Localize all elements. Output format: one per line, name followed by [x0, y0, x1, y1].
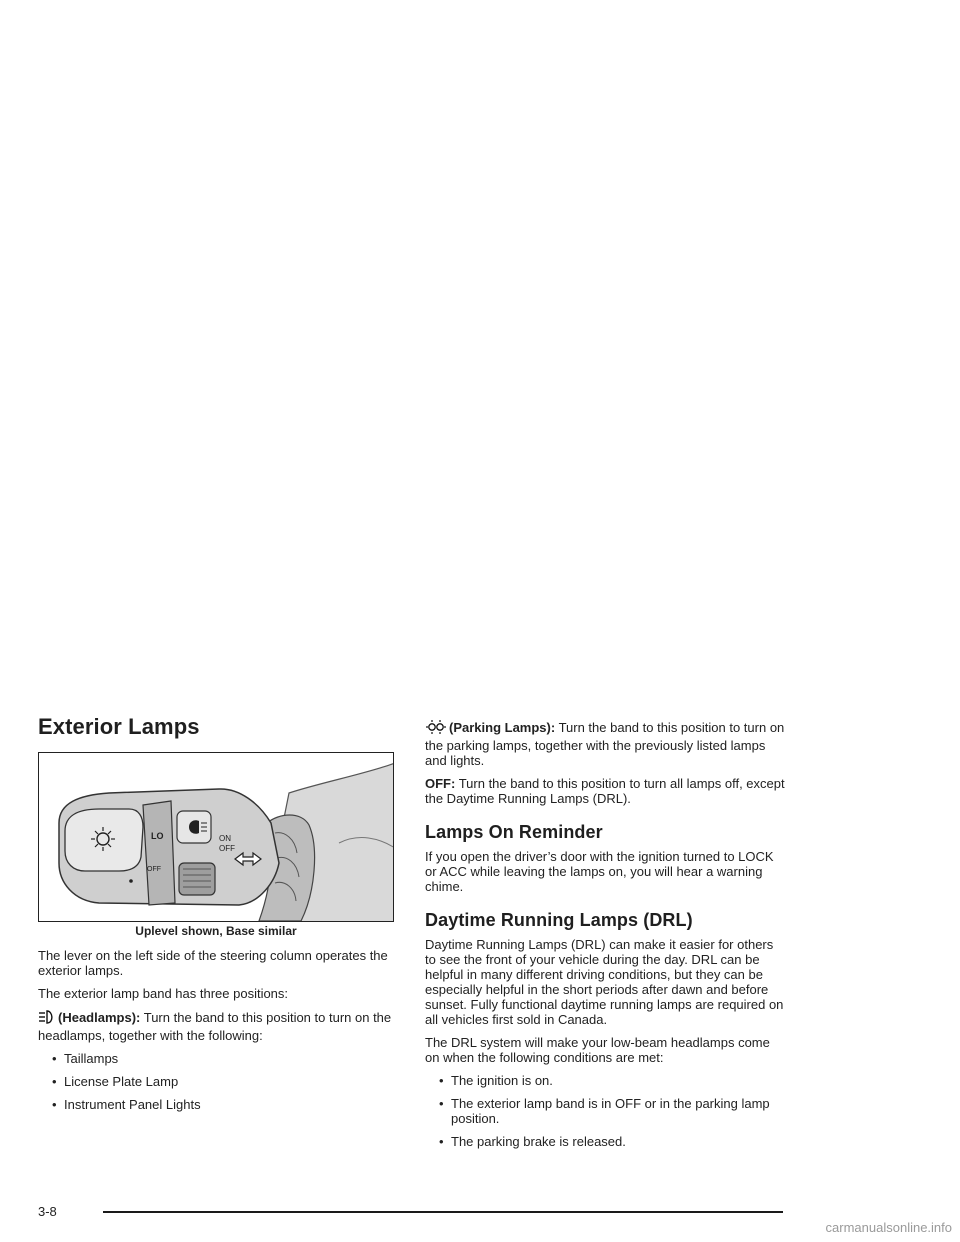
- figure-caption: Uplevel shown, Base similar: [135, 924, 297, 938]
- parking-lamps-term: (Parking Lamps):: [449, 720, 556, 735]
- parking-lamp-icon: [425, 719, 447, 738]
- list-item: • The ignition is on.: [439, 1073, 553, 1088]
- watermark-text: carmanualsonline.info: [825, 1220, 952, 1235]
- list-item: • Taillamps: [52, 1051, 119, 1066]
- right-column: [425, 719, 787, 1157]
- headlamps-term: (Headlamps):: [58, 1010, 141, 1025]
- list-item: • The exterior lamp band is in OFF or in the parking lamp position.: [439, 1096, 770, 1126]
- off-text: Turn the band to this position to turn all lamps off, except the Daytime Running Lamps (DRL).: [425, 776, 785, 806]
- headlamp-icon: [38, 1009, 56, 1028]
- parking-lamps-paragraph: [425, 719, 787, 768]
- drl-conditions-list: [425, 1073, 787, 1149]
- section-heading-lamps-on-reminder: Lamps On Reminder: [425, 822, 603, 842]
- page-number: 3-8: [38, 1204, 57, 1219]
- parking-lamps-text: Turn the band to this position to turn on the parking lamps, together with the previously listed lamps and lights.: [425, 720, 785, 768]
- section-heading-drl: Daytime Running Lamps (DRL): [425, 910, 693, 930]
- positions-paragraph: The exterior lamp band has three positions:: [38, 986, 289, 1001]
- label-on: ON: [219, 834, 231, 843]
- headlamps-text: Turn the band to this position to turn on the headlamps, together with the following:: [38, 1010, 392, 1043]
- section-heading-exterior-lamps: Exterior Lamps: [38, 714, 200, 739]
- drl-paragraph-1: Daytime Running Lamps (DRL) can make it easier for others to see the front of your vehicle during the day. DRL can be helpful in many different driving conditions, but they can be especially helpful in the short periods after dawn and before sunset. Fully functional daytime running lamps are required on all vehicles first sold in Canada.: [425, 937, 784, 1027]
- off-term: OFF:: [425, 776, 456, 791]
- turn-signal-lever-drawing: [39, 753, 394, 922]
- off-paragraph: [425, 776, 787, 806]
- left-column: [38, 714, 394, 1120]
- band-label-off: OFF: [147, 866, 161, 873]
- band-label-lo: LO: [151, 831, 164, 841]
- drl-paragraph-2: The DRL system will make your low-beam headlamps come on when the following conditions are met:: [425, 1035, 770, 1065]
- reminder-paragraph: If you open the driver’s door with the ignition turned to LOCK or ACC while leaving the lamps on, you will hear a warning chime.: [425, 849, 774, 894]
- lever-illustration: [38, 752, 394, 922]
- footer-rule: [103, 1211, 783, 1213]
- list-item: • License Plate Lamp: [52, 1074, 179, 1089]
- list-item: • Instrument Panel Lights: [52, 1097, 201, 1112]
- headlamps-paragraph: [38, 1009, 394, 1043]
- list-item: • The parking brake is released.: [439, 1134, 626, 1149]
- intro-paragraph: The lever on the left side of the steering column operates the exterior lamps.: [38, 948, 388, 978]
- headlamps-bullet-list: [38, 1051, 394, 1112]
- label-off: OFF: [219, 844, 235, 853]
